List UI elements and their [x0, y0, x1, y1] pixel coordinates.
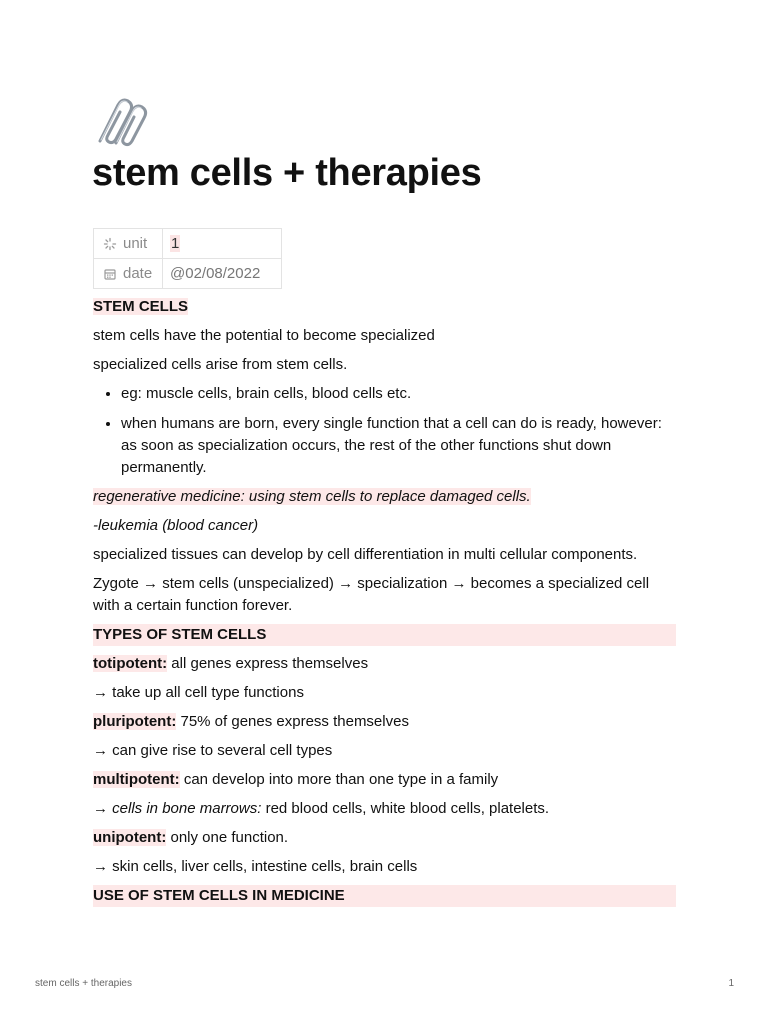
section-heading-types: TYPES OF STEM CELLS: [93, 624, 676, 646]
paragraph: specialized tissues can develop by cell differentiation in multi cellular components.: [93, 546, 638, 563]
section-heading-medicine: USE OF STEM CELLS IN MEDICINE: [93, 885, 676, 907]
properties-table: [93, 228, 282, 289]
paragraph: specialized cells arise from stem cells.: [93, 356, 348, 373]
unipotent-line: unipotent: only one function.: [93, 829, 289, 846]
regenerative-medicine-note: regenerative medicine: using stem cells to replace damaged cells.: [93, 488, 531, 505]
loading-spinner-icon: [103, 237, 117, 251]
page-content: [93, 296, 676, 914]
leukemia-note: -leukemia (blood cancer): [93, 517, 259, 534]
pluripotent-line: pluripotent: 75% of genes express themselves: [93, 713, 409, 730]
footer-title: stem cells + therapies: [35, 978, 132, 989]
property-row-unit: [94, 229, 282, 259]
paragraph: stem cells have the potential to become specialized: [93, 327, 435, 344]
page-number: 1: [728, 978, 734, 989]
property-value[interactable]: 1: [163, 229, 282, 259]
paragraph: → take up all cell type functions: [93, 684, 304, 701]
property-value[interactable]: @02/08/2022: [163, 259, 282, 289]
paragraph: → skin cells, liver cells, intestine cells, brain cells: [93, 858, 418, 875]
paragraph: → can give rise to several cell types: [93, 742, 333, 759]
property-key: date: [94, 259, 163, 289]
multipotent-line: multipotent: can develop into more than one type in a family: [93, 771, 499, 788]
property-row-date: [94, 259, 282, 289]
property-key: unit: [94, 229, 163, 259]
calendar-icon: [103, 267, 117, 281]
totipotent-line: totipotent: all genes express themselves: [93, 655, 369, 672]
paragraph: Zygote → stem cells (unspecialized) → specialization → becomes a specialized cell with a certain function forever.: [93, 575, 650, 614]
list-item: • eg: muscle cells, brain cells, blood cells etc.: [121, 383, 676, 405]
page-title: stem cells + therapies: [92, 152, 482, 194]
bullet-list: [93, 383, 676, 479]
list-item: • when humans are born, every single function that a cell can do is ready, however: as soon as specialization occurs, the rest of the other functions shut down permanently.: [121, 413, 676, 479]
section-heading-stem-cells: STEM CELLS: [93, 298, 189, 315]
paperclip-icon: [92, 95, 152, 149]
multipotent-examples: → cells in bone marrows: red blood cells, white blood cells, platelets.: [93, 800, 550, 817]
